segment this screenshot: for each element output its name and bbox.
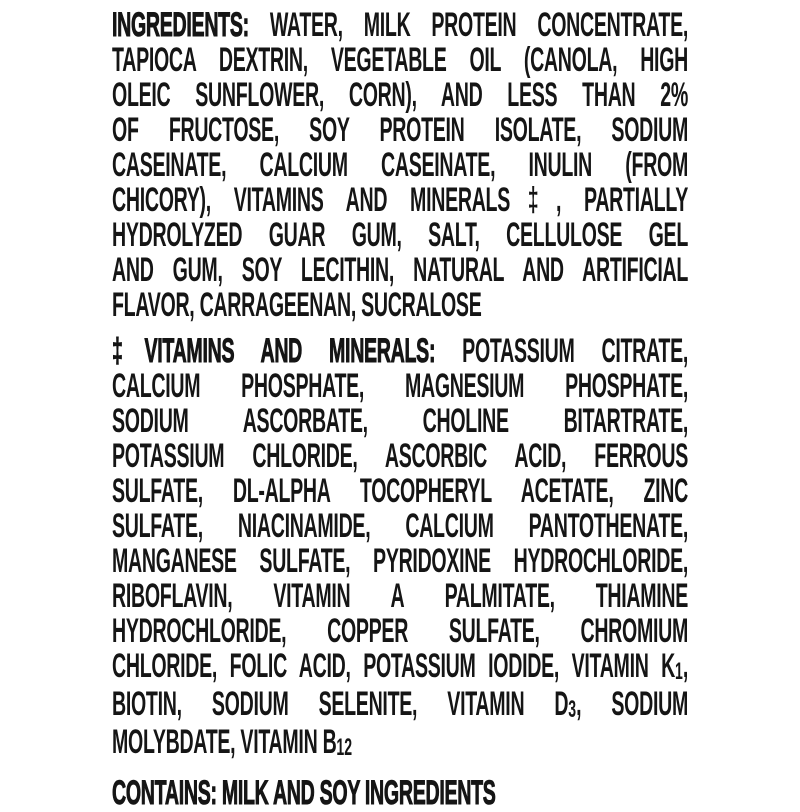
label-text: BIOTIN, SODIUM SELENITE, VITAMIN D	[112, 685, 569, 723]
label-text: OLEIC SUNFLOWER, CORN), AND LESS THAN 2%	[112, 76, 688, 114]
label-text: ,	[682, 647, 688, 685]
label-text-block	[112, 8, 688, 811]
label-text: , SODIUM	[576, 685, 688, 723]
label-text: TAPIOCA DEXTRIN, VEGETABLE OIL (CANOLA, HIGH	[112, 41, 688, 79]
label-line	[112, 544, 688, 579]
label-text: HYDROLYZED GUAR GUM, SALT, CELLULOSE GEL	[112, 216, 688, 254]
label-text: FLAVOR, CARRAGEENAN, SUCRALOSE	[112, 286, 482, 324]
label-text: OF FRUCTOSE, SOY PROTEIN ISOLATE, SODIUM	[112, 111, 688, 149]
label-line	[112, 253, 688, 288]
label-line	[112, 334, 688, 369]
ingredients-label	[112, 8, 688, 811]
label-text: SULFATE, DL-ALPHA TOCOPHERYL ACETATE, ZINC	[112, 472, 688, 510]
label-line	[112, 404, 688, 439]
label-line	[112, 649, 688, 687]
label-text: MOLYBDATE, VITAMIN B	[112, 723, 337, 761]
subscript-text: 12	[336, 734, 353, 762]
label-line	[112, 8, 688, 43]
label-line	[112, 43, 688, 78]
label-text: POTASSIUM CITRATE,	[435, 332, 688, 370]
section-ingredients	[112, 8, 688, 323]
label-line	[112, 687, 688, 725]
label-line	[112, 579, 688, 614]
label-line	[112, 288, 688, 323]
label-line	[112, 725, 688, 763]
label-text: CASEINATE, CALCIUM CASEINATE, INULIN (FROM	[112, 146, 688, 184]
label-line	[112, 439, 688, 474]
label-line	[112, 148, 688, 183]
label-heading-text: ‡VITAMINS AND MINERALS:	[112, 332, 436, 370]
label-text: HYDROCHLORIDE, COPPER SULFATE, CHROMIUM	[112, 612, 688, 650]
label-line	[112, 218, 688, 253]
label-text: CALCIUM PHOSPHATE, MAGNESIUM PHOSPHATE,	[112, 367, 688, 405]
label-line	[112, 113, 688, 148]
label-line	[112, 776, 688, 811]
label-text: SODIUM ASCORBATE, CHOLINE BITARTRATE,	[112, 402, 688, 440]
subscript-text: 3	[568, 696, 577, 724]
label-text: POTASSIUM CHLORIDE, ASCORBIC ACID, FERROUS	[112, 437, 688, 475]
label-line	[112, 474, 688, 509]
label-text: SULFATE, NIACINAMIDE, CALCIUM PANTOTHENATE,	[112, 507, 688, 545]
label-text: CHICORY), VITAMINS AND MINERALS‡, PARTIALLY	[112, 181, 688, 219]
label-text: WATER, MILK PROTEIN CONCENTRATE,	[248, 6, 688, 44]
label-heading-text: CONTAINS: MILK AND SOY INGREDIENTS	[112, 774, 496, 812]
label-text: RIBOFLAVIN, VITAMIN A PALMITATE, THIAMINE	[112, 577, 688, 615]
label-line	[112, 369, 688, 404]
label-line	[112, 509, 688, 544]
label-text: AND GUM, SOY LECITHIN, NATURAL AND ARTIFICIAL	[112, 251, 688, 289]
label-line	[112, 78, 688, 113]
subscript-text: 1	[675, 658, 683, 686]
section-contains	[112, 776, 688, 811]
label-heading-text: INGREDIENTS:	[112, 6, 249, 44]
section-vitamins-minerals	[112, 334, 688, 763]
label-line	[112, 183, 688, 218]
label-text: CHLORIDE, FOLIC ACID, POTASSIUM IODIDE, VITAMIN K	[112, 647, 676, 685]
label-text: MANGANESE SULFATE, PYRIDOXINE HYDROCHLORIDE,	[112, 542, 688, 580]
label-line	[112, 614, 688, 649]
